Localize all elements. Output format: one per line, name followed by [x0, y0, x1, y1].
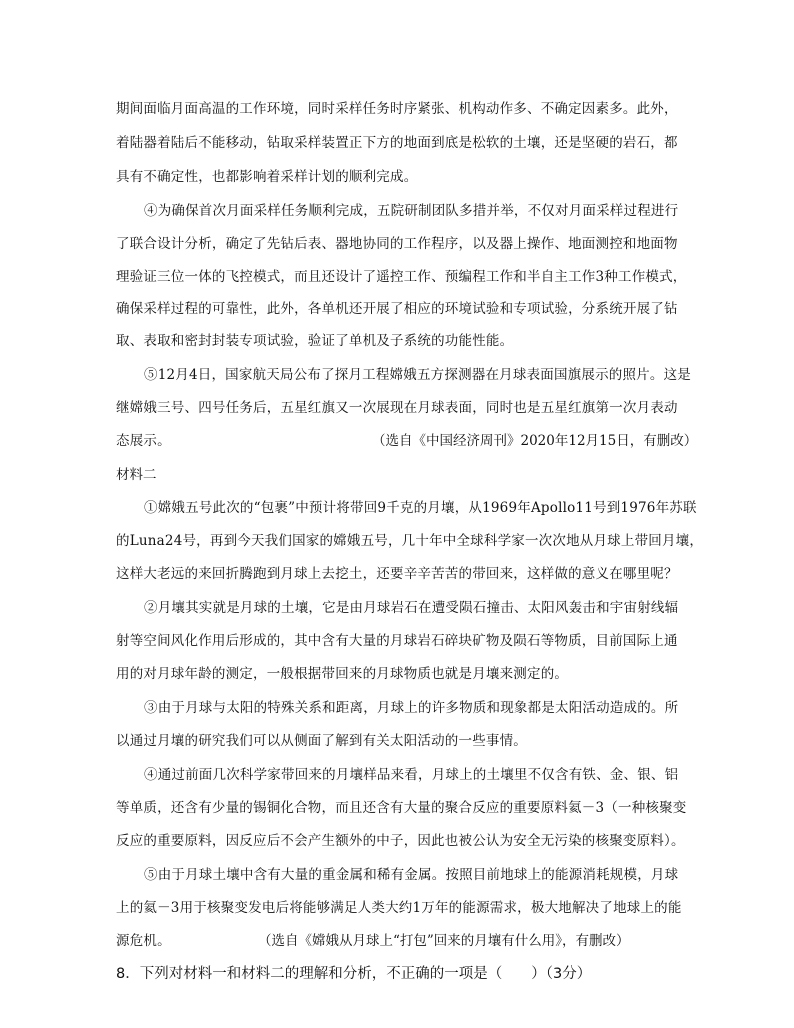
material1-line: 继嫦娥三号、四号任务后，五星红旗又一次展现在月球表面，同时也是五星红旗第一次月表动 [116, 400, 678, 416]
material2-line: 等单质，还含有少量的锡铜化合物，而且还含有大量的聚合反应的重要原料氦－3（一种核聚变 [116, 800, 687, 816]
material1-line: 确保采样过程的可靠性，此外，各单机还开展了相应的环境试验和专项试验，分系统开展了钻 [116, 301, 678, 317]
material2-heading: 材料二 [116, 467, 157, 483]
material1-line: 取、表取和密封封装专项试验，验证了单机及子系统的功能性能。 [116, 333, 514, 349]
material2-line: 源危机。 [116, 933, 171, 949]
material2-source: （选自《嫦娥从月球上“打包”回来的月壤有什么用》，有删改） [258, 933, 630, 949]
material1-line: 着陆器着陆后不能移动，钻取采样装置正下方的地面到底是松软的土壤，还是坚硬的岩石，都 [116, 135, 678, 151]
material2-line: 上的氦－3用于核聚变发电后将能够满足人类大约1万年的能源需求，极大地解决了地球上的能 [116, 900, 682, 916]
material2-paragraph-2-start: ②月壤其实就是月球的土壤，它是由月球岩石在遭受陨石撞击、太阳风轰击和宇宙射线辐 [144, 600, 679, 616]
material2-paragraph-3-start: ③由于月球与太阳的特殊关系和距离，月球上的许多物质和现象都是太阳活动造成的。所 [144, 700, 679, 716]
material2-line: 射等空间风化作用后形成的，其中含有大量的月球岩石碎块矿物及陨石等物质，目前国际上通 [116, 633, 678, 649]
material2-line: 以通过月壤的研究我们可以从侧面了解到有关太阳活动的一些事情。 [116, 733, 527, 749]
material2-line: 反应的重要原料，因反应后不会产生额外的中子，因此也被公认为安全无污染的核聚变原料）。 [116, 833, 685, 849]
material2-line: 的Luna24号，再到今天我们国家的嫦娥五号，几十年中全球科学家一次次地从月球上带回月壤， [116, 533, 704, 549]
material1-paragraph-4-start: ④为确保首次月面采样任务顺利完成，五院研制团队多措并举，不仅对月面采样过程进行 [144, 203, 679, 219]
material1-line: 理验证三位一体的飞控模式，而且还设计了遥控工作、预编程工作和半自主工作3种工作模式， [116, 269, 687, 285]
question-8: 8．下列对材料一和材料二的理解和分析，不正确的一项是（ ）（3分） [116, 966, 592, 982]
material1-line: 了联合设计分析，确定了先钻后表、器地协同的工作程序，以及器上操作、地面测控和地面物 [116, 236, 678, 252]
material2-line: 用的对月球年龄的测定，一般根据带回来的月球物质也就是月壤来测定的。 [116, 666, 569, 682]
material2-paragraph-4-start: ④通过前面几次科学家带回来的月壤样品来看，月球上的土壤里不仅含有铁、金、银、铝 [144, 767, 679, 783]
material1-line: 期间面临月面高温的工作环境，同时采样任务时序紧张、机构动作多、不确定因素多。此外， [116, 101, 678, 117]
material1-line: 态展示。 [116, 433, 171, 449]
material1-source: （选自《中国经济周刊》2020年12月15日，有删改） [372, 433, 698, 449]
material2-paragraph-1-start: ①嫦娥五号此次的“包裹”中预计将带回9千克的月壤，从1969年Apollo11号到1976年苏联 [144, 500, 697, 516]
material2-line: 这样大老远的来回折腾跑到月球上去挖土，还要辛辛苦苦的带回来，这样做的意义在哪里呢？ [116, 566, 678, 582]
material1-line: 具有不确定性，也都影响着采样计划的顺利完成。 [116, 169, 418, 185]
material1-paragraph-5-start: ⑤12月4日，国家航天局公布了探月工程嫦娥五方探测器在月球表面国旗展示的照片。这是 [144, 367, 691, 383]
material2-paragraph-5-start: ⑤由于月球土壤中含有大量的重金属和稀有金属。按照目前地球上的能源消耗规模，月球 [144, 867, 679, 883]
